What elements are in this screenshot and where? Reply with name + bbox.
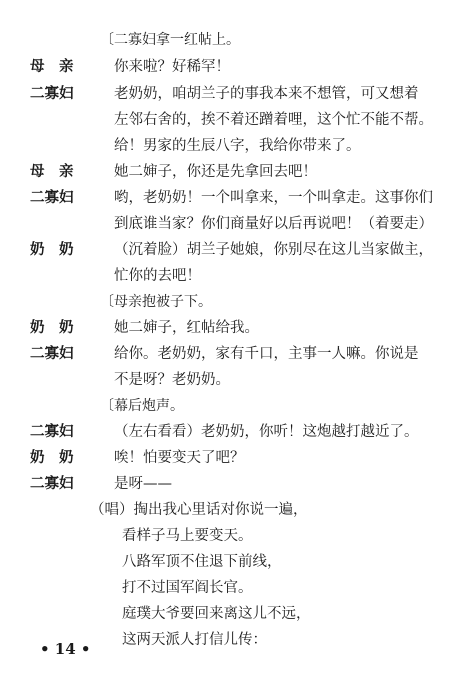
speaker-name: 奶 奶: [30, 241, 74, 258]
dialogue-line: 是呀——: [114, 476, 172, 492]
speaker-name: 二寡妇: [30, 475, 74, 492]
dialogue-line: （唱）掏出我心里话对你说一遍，: [90, 502, 308, 518]
stage-direction: 〔二寡妇拿一红帖上。: [100, 32, 240, 48]
dialogue-line: 到底谁当家？你们商量好以后再说吧！（着要走）: [114, 216, 433, 232]
dialogue-line: 忙你的去吧！: [114, 268, 201, 284]
dialogue-line: 给！男家的生辰八字，我给你带来了。: [114, 138, 361, 154]
speaker-name: 二寡妇: [30, 189, 74, 206]
speaker-name: 二寡妇: [30, 85, 74, 102]
speaker-name: 奶 奶: [30, 319, 74, 336]
dialogue-line: 这两天派人打信儿传：: [122, 632, 267, 648]
dialogue-line: 看样子马上要变天。: [122, 528, 253, 544]
dialogue-line: （左右看看）老奶奶，你听！这炮越打越近了。: [114, 424, 419, 440]
dialogue-line: 打不过国军阎长官。: [122, 580, 253, 596]
dialogue-line: （沉着脸）胡兰子她娘，你别尽在这儿当家做主，: [114, 242, 433, 258]
dialogue-line: 庭璞大爷要回来离这儿不远，: [122, 606, 311, 622]
dialogue-line: 哟，老奶奶！一个叫拿来，一个叫拿走。这事你们: [114, 190, 433, 206]
dialogue-line: 左邻右舍的，挨不着还蹭着哩，这个忙不能不帮。: [114, 112, 433, 128]
dialogue-line: 你来啦？好稀罕！: [114, 59, 230, 75]
page-number: • 14 •: [40, 640, 91, 658]
speaker-name: 母 亲: [30, 163, 74, 180]
dialogue-line: 不是呀？老奶奶。: [114, 372, 230, 388]
speaker-name: 奶 奶: [30, 449, 74, 466]
stage-direction: 〔幕后炮声。: [100, 398, 184, 414]
speaker-name: 二寡妇: [30, 423, 74, 440]
dialogue-line: 八路军顶不住退下前线，: [122, 554, 282, 570]
dialogue-line: 她二婶子，你还是先拿回去吧！: [114, 164, 317, 180]
stage-direction: 〔母亲抱被子下。: [100, 294, 212, 310]
dialogue-line: 老奶奶，咱胡兰子的事我本来不想管，可又想着: [114, 86, 419, 102]
dialogue-line: 唉！怕要变天了吧？: [114, 450, 245, 466]
speaker-name: 母 亲: [30, 58, 74, 75]
dialogue-line: 给你。老奶奶，家有千口，主事一人嘛。你说是: [114, 346, 419, 362]
speaker-name: 二寡妇: [30, 345, 74, 362]
dialogue-line: 她二婶子，红帖给我。: [114, 320, 259, 336]
